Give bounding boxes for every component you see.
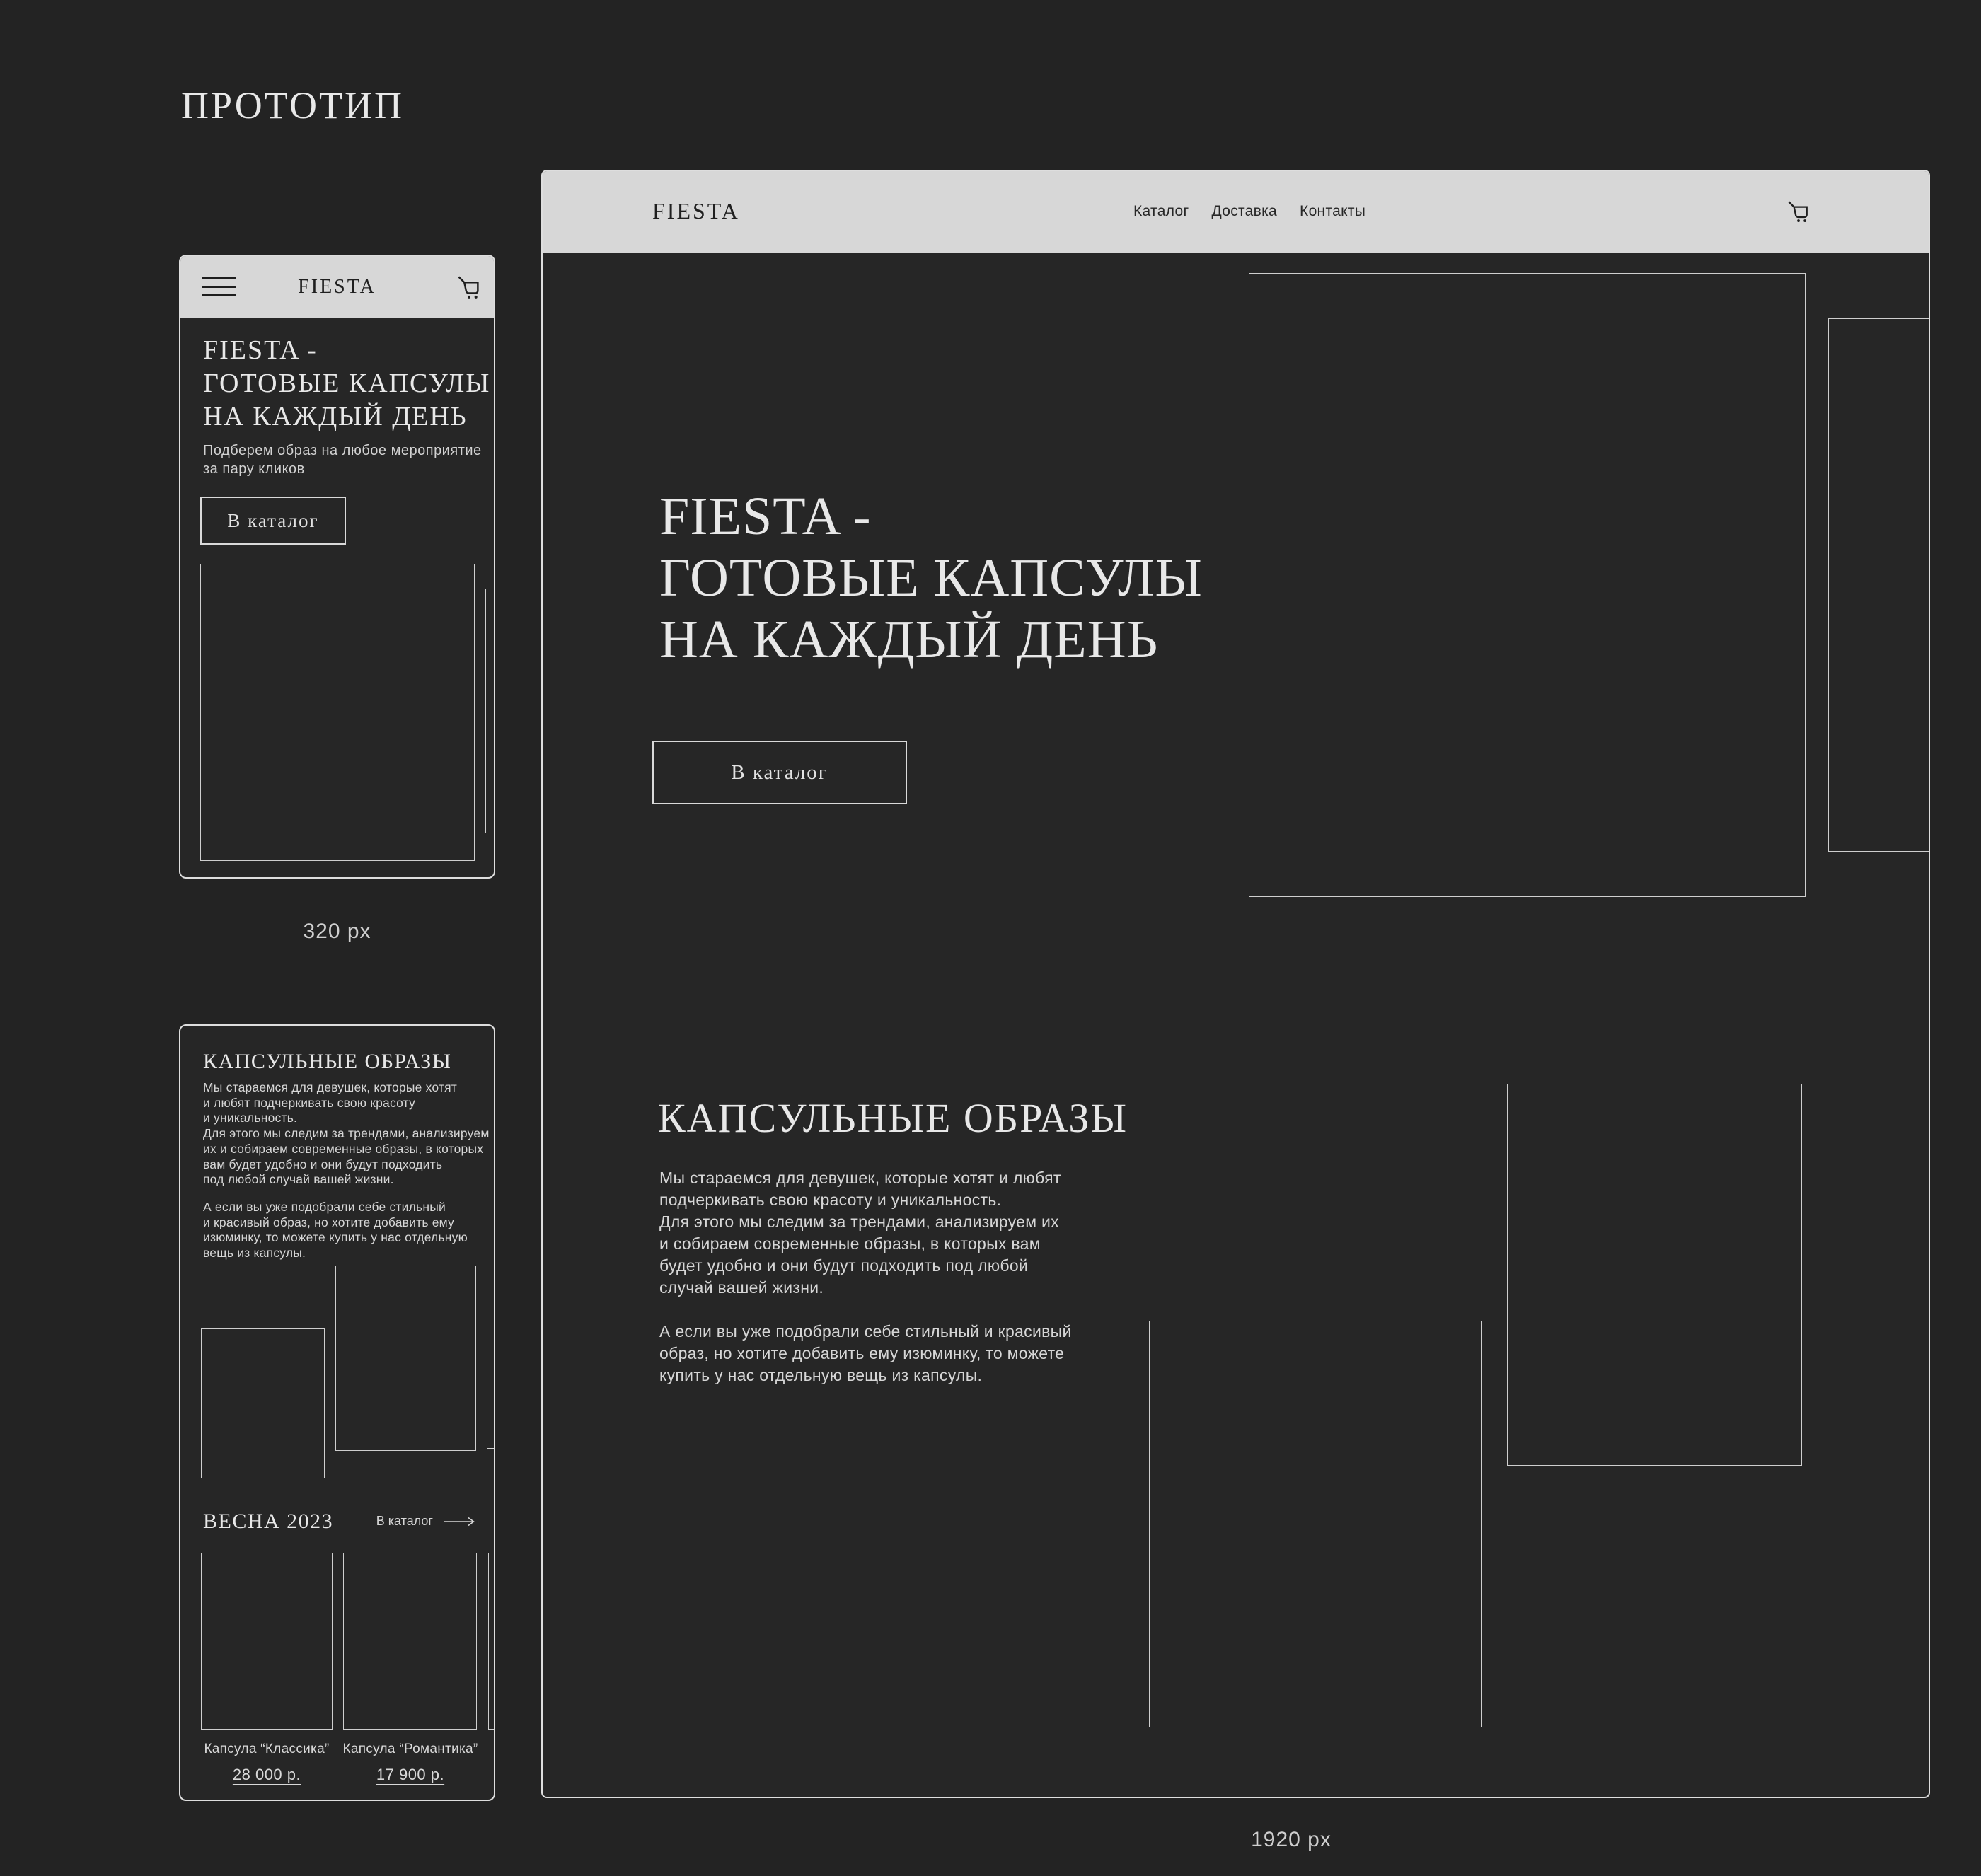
product-price[interactable]: 17 900 р. (376, 1766, 445, 1783)
capsules-image-placeholder-small-mobile (201, 1328, 325, 1478)
desktop-logo: FIESTA (652, 198, 740, 224)
desktop-width-label: 1920 px (1251, 1828, 1332, 1851)
desktop-hero-title: FIESTA - ГОТОВЫЕ КАПСУЛЫ НА КАЖДЫЙ ДЕНЬ (659, 487, 1203, 669)
capsules-paragraph-1-desktop: Мы стараемся для девушек, которые хотят и любят подчеркивать свою красоту и уникальность. Для этого мы следим за трендами, анализируем их и собираем современные образы, в которых вам будет удобно и они будут подходить под любой случай вашей жизни. (659, 1169, 1061, 1297)
capsules-paragraph-2-mobile: А если вы уже подобрали себе стильный и красивый образ, но хотите добавить ему изюминку, то можете купить у нас отдельную вещь из капсулы. (203, 1200, 468, 1261)
mobile-frame-hero (179, 255, 495, 879)
capsules-title-desktop: КАПСУЛЬНЫЕ ОБРАЗЫ (658, 1095, 1128, 1141)
season-title: ВЕСНА 2023 (203, 1510, 334, 1533)
capsules-paragraph-1-mobile: Мы стараемся для девушек, которые хотят и любят подчеркивать свою красоту и уникальность. Для этого мы следим за трендами, анализируем их и собираем современные образы, в которых вам будет удобно и они будут подходить под любой случай вашей жизни. (203, 1080, 490, 1187)
capsules-title-mobile: КАПСУЛЬНЫЕ ОБРАЗЫ (203, 1050, 452, 1073)
mobile-width-label: 320 px (303, 920, 371, 943)
page-title: ПРОТОТИП (181, 84, 404, 127)
product-image-placeholder (201, 1553, 333, 1730)
nav-item-contacts[interactable]: Контакты (1300, 203, 1366, 219)
product-name: Капсула “Романтика” (342, 1742, 478, 1756)
desktop-header-bar (543, 171, 1929, 253)
desktop-frame (541, 170, 1930, 1798)
cart-icon[interactable] (456, 274, 482, 300)
capsules-paragraph-2-desktop: А если вы уже подобрали себе стильный и красивый образ, но хотите добавить ему изюминку, то можете купить у нас отдельную вещь из капсулы. (659, 1322, 1072, 1384)
mobile-hero-image-placeholder-next (485, 589, 495, 833)
mobile-hero-image-placeholder (200, 564, 475, 861)
season-catalog-link[interactable]: В каталог (376, 1514, 475, 1529)
mobile-logo: FIESTA (298, 276, 376, 298)
desktop-hero-image-placeholder-next (1828, 318, 1930, 852)
product-name: Капсула “Классика” (204, 1742, 330, 1756)
mobile-header-bar (180, 256, 494, 318)
mobile-catalog-button[interactable]: В каталог (200, 497, 346, 545)
main-nav (1133, 203, 1365, 220)
capsules-image-placeholder-right-desktop (1507, 1084, 1802, 1466)
capsules-image-placeholder-next-mobile (487, 1266, 495, 1449)
arrow-right-icon (443, 1517, 475, 1527)
product-image-placeholder-next (488, 1553, 495, 1730)
product-price[interactable]: 28 000 р. (232, 1766, 301, 1783)
nav-item-catalog[interactable]: Каталог (1133, 203, 1189, 219)
mobile-hero-subtitle: Подберем образ на любое мероприятие за пару кликов (203, 443, 482, 477)
capsules-image-placeholder-left-desktop (1149, 1321, 1482, 1727)
nav-item-delivery[interactable]: Доставка (1211, 203, 1278, 219)
capsules-image-placeholder-tall-mobile (335, 1266, 476, 1451)
mobile-frame-capsules (179, 1024, 495, 1801)
desktop-hero-image-placeholder (1249, 273, 1806, 897)
desktop-catalog-button[interactable]: В каталог (652, 741, 907, 804)
product-image-placeholder (343, 1553, 477, 1730)
mobile-hero-title: FIESTA - ГОТОВЫЕ КАПСУЛЫ НА КАЖДЫЙ ДЕНЬ (203, 335, 491, 432)
cart-icon[interactable] (1786, 199, 1810, 224)
